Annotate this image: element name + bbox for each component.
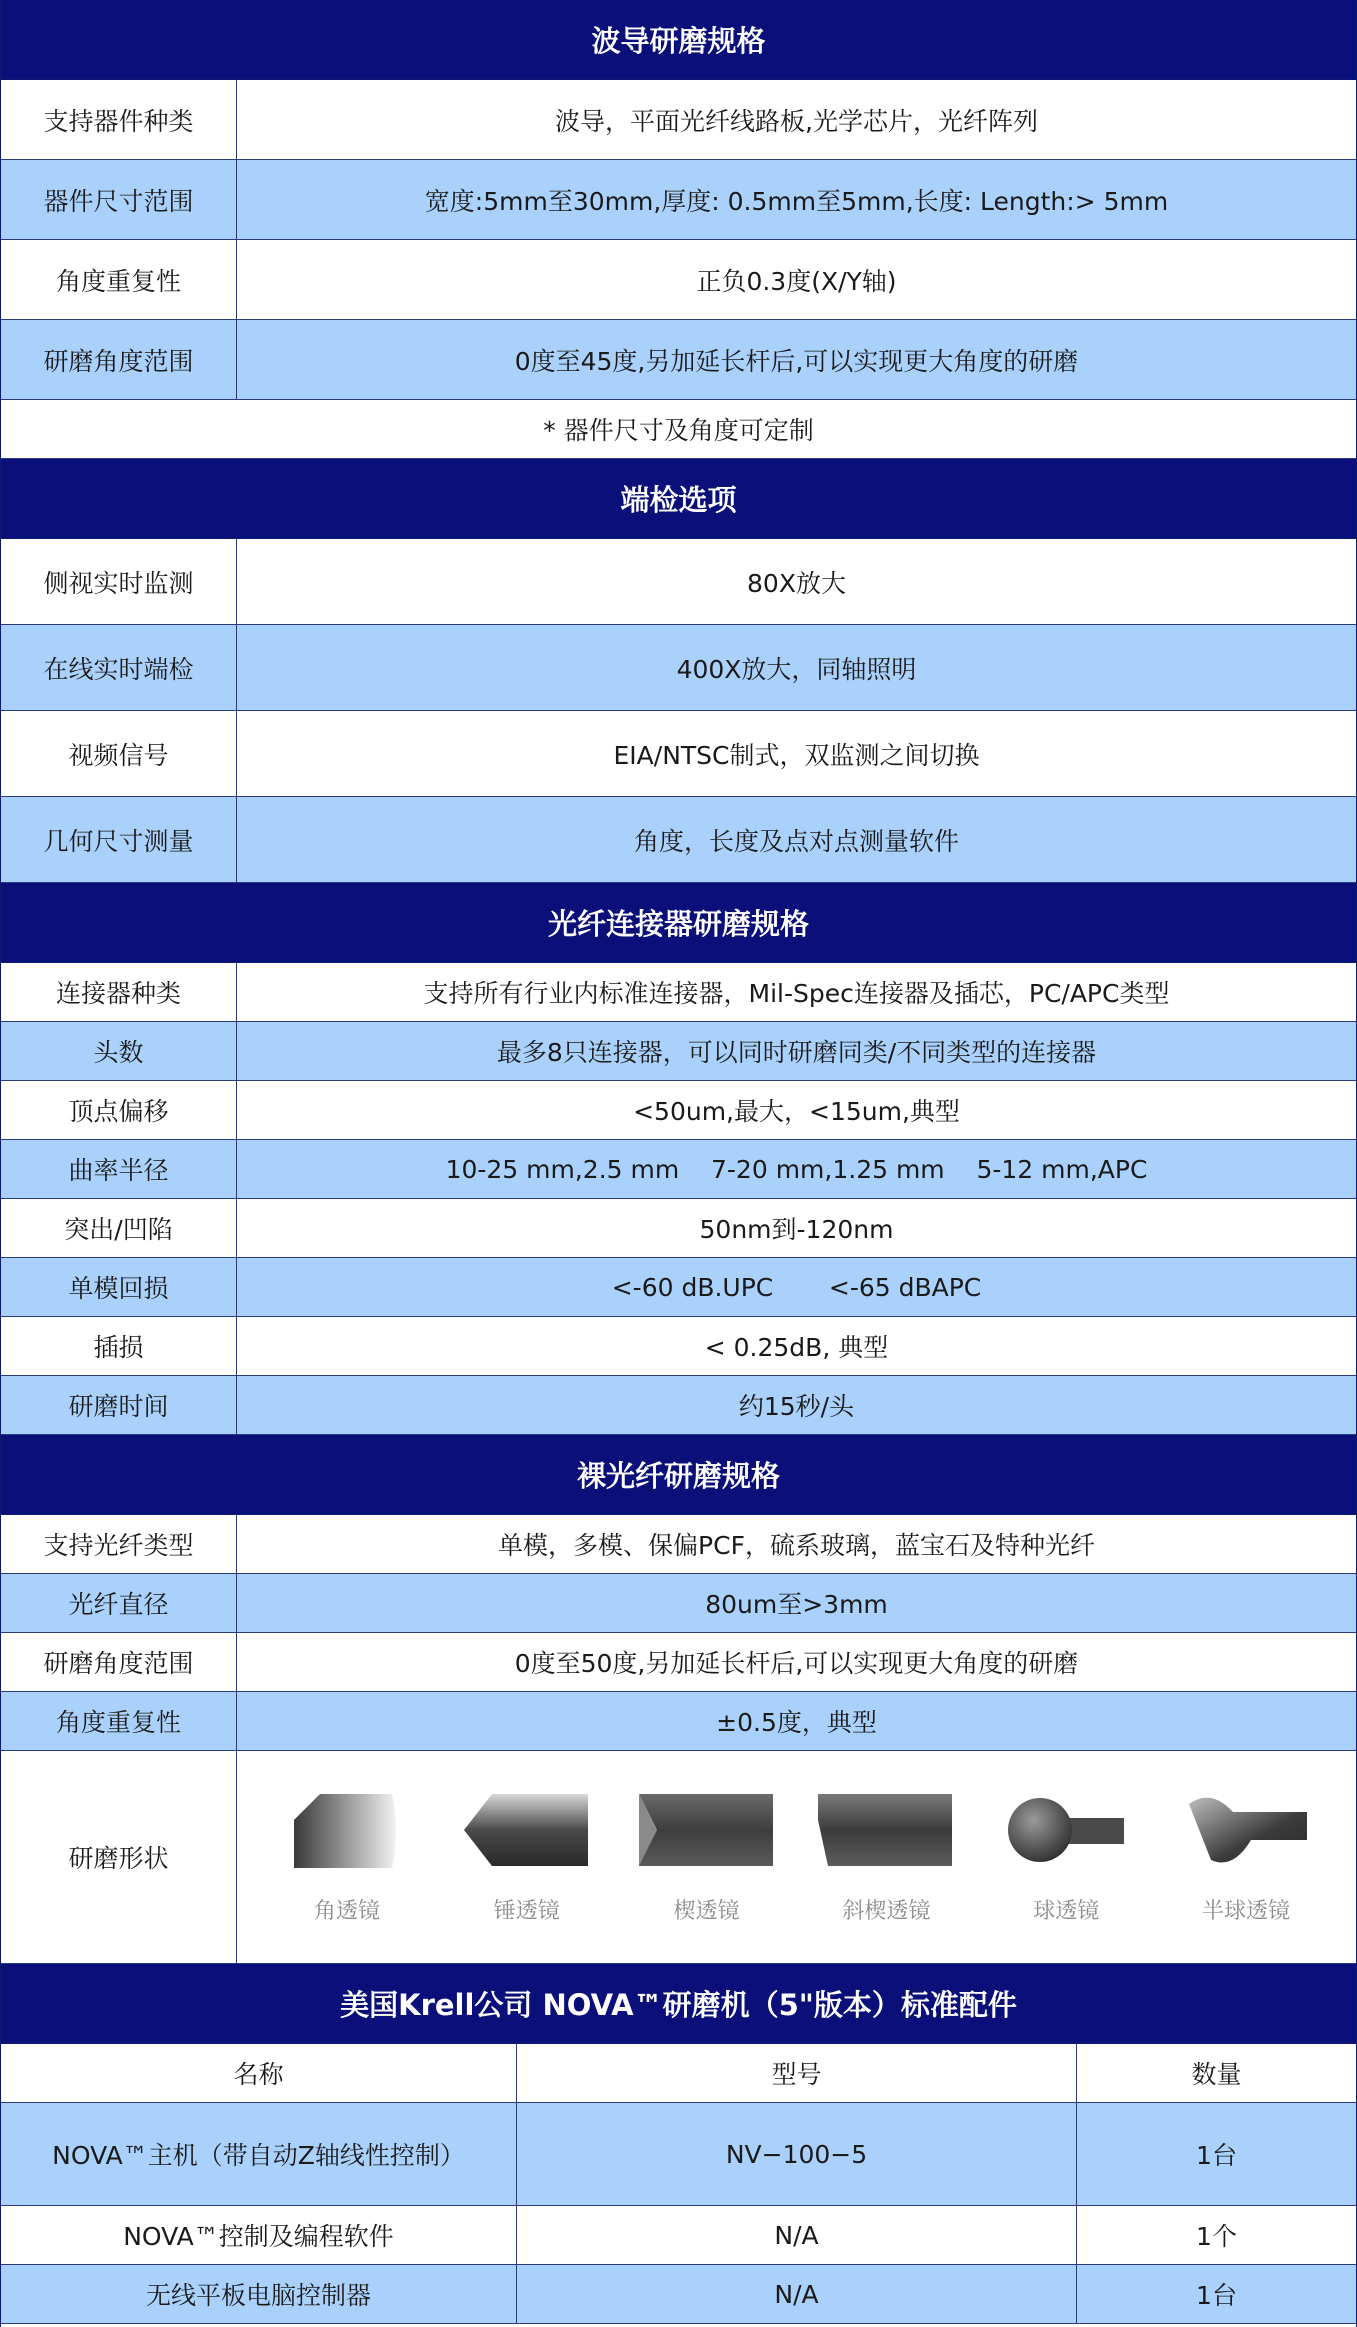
row-value: 正负0.3度(X/Y轴) — [696, 266, 897, 296]
angle-lens-icon — [292, 1790, 402, 1870]
shape-item — [262, 1790, 432, 1925]
table-row — [1, 240, 1356, 320]
row-value: EIA/NTSC制式，双监测之间切换 — [613, 740, 980, 770]
row-value: 波导，平面光纤线路板,光学芯片，光纤阵列 — [555, 106, 1038, 136]
wedge-lens-icon — [637, 1790, 777, 1870]
row-value: 50nm到-120nm — [699, 1215, 894, 1244]
row-value: 角度，长度及点对点测量软件 — [633, 826, 959, 856]
table-row — [1, 1633, 1356, 1692]
item-model: N/A — [517, 2206, 1077, 2264]
row-value: <50um,最大，<15um,典型 — [633, 1097, 960, 1126]
section-title-inspection: 端检选项 — [1, 459, 1356, 539]
shape-item — [981, 1790, 1151, 1925]
table-row — [1, 2103, 1356, 2206]
shape-label: 斜楔透镜 — [842, 1898, 931, 1924]
column-header: 数量 — [1191, 2060, 1242, 2089]
row-value: 约15秒/头 — [738, 1392, 855, 1421]
row-value: 0度至45度,另加延长杆后,可以实现更大角度的研磨 — [514, 346, 1079, 376]
table-row — [1, 1199, 1356, 1258]
shape-label: 楔透镜 — [673, 1898, 740, 1924]
column-header: 名称 — [1, 2044, 517, 2102]
row-label: 视频信号 — [1, 711, 237, 796]
table-row — [1, 539, 1356, 625]
table-row — [1, 625, 1356, 711]
item-qty: 1个 — [1196, 2222, 1237, 2251]
table-row — [1, 1317, 1356, 1376]
hemisphere-lens-icon — [1181, 1790, 1311, 1870]
shape-label: 球透镜 — [1033, 1898, 1100, 1924]
row-value: < 0.25dB, 典型 — [704, 1333, 889, 1362]
column-header: 型号 — [517, 2044, 1077, 2102]
shape-label: 半球透镜 — [1202, 1898, 1291, 1924]
row-value: 支持所有行业内标准连接器，Mil-Spec连接器及插芯，PC/APC类型 — [423, 979, 1170, 1008]
table-row — [1, 320, 1356, 400]
item-qty: 1台 — [1196, 2141, 1237, 2170]
row-label: 单模回损 — [1, 1258, 237, 1316]
row-label: 曲率半径 — [1, 1140, 237, 1198]
row-label: 侧视实时监测 — [1, 539, 237, 624]
row-label: 研磨角度范围 — [1, 1633, 237, 1691]
row-value: 10-25 mm,2.5 mm 7-20 mm,1.25 mm 5-12 mm,APC — [445, 1154, 1148, 1184]
row-label: 研磨形状 — [1, 1751, 237, 1963]
item-qty: 1台 — [1196, 2281, 1237, 2310]
row-label: 研磨角度范围 — [1, 320, 237, 399]
row-value: 最多8只连接器，可以同时研磨同类/不同类型的连接器 — [496, 1038, 1097, 1067]
table-row — [1, 1258, 1356, 1317]
shape-label: 角透镜 — [313, 1898, 380, 1924]
table-row — [1, 1022, 1356, 1081]
row-label: 角度重复性 — [1, 240, 237, 319]
row-label: 几何尺寸测量 — [1, 797, 237, 882]
row-value: 0度至50度,另加延长杆后,可以实现更大角度的研磨 — [514, 1649, 1079, 1678]
table-row — [1, 160, 1356, 240]
row-value: ±0.5度，典型 — [716, 1708, 877, 1737]
row-label: 在线实时端检 — [1, 625, 237, 710]
shape-gallery — [237, 1751, 1356, 1963]
table-row — [1, 711, 1356, 797]
row-label: 光纤直径 — [1, 1574, 237, 1632]
shape-item — [622, 1790, 792, 1925]
section-title-connector: 光纤连接器研磨规格 — [1, 883, 1356, 963]
table-row — [1, 797, 1356, 883]
row-value: 单模，多模、保偏PCF，硫系玻璃，蓝宝石及特种光纤 — [498, 1531, 1095, 1560]
table-row — [1, 963, 1356, 1022]
table-header-row — [1, 2044, 1356, 2103]
table-row — [1, 1515, 1356, 1574]
row-label: 支持器件种类 — [1, 80, 237, 159]
section-title-bare-fiber: 裸光纤研磨规格 — [1, 1435, 1356, 1515]
table-row — [1, 2265, 1356, 2324]
row-label: 头数 — [1, 1022, 237, 1080]
table-row — [1, 2206, 1356, 2265]
row-value: 80um至>3mm — [705, 1590, 888, 1619]
row-label: 支持光纤类型 — [1, 1515, 237, 1573]
shape-item — [442, 1790, 612, 1925]
row-value: <-60 dB.UPC <-65 dBAPC — [611, 1272, 982, 1302]
table-row — [1, 1376, 1356, 1435]
shape-item — [1161, 1790, 1331, 1925]
oblique-wedge-lens-icon — [816, 1790, 956, 1870]
row-label: 顶点偏移 — [1, 1081, 237, 1139]
customization-note: * 器件尺寸及角度可定制 — [1, 400, 1356, 459]
ball-lens-icon — [1006, 1790, 1126, 1870]
item-name: 无线平板电脑控制器 — [1, 2265, 517, 2323]
item-model: N/A — [517, 2265, 1077, 2323]
row-label: 角度重复性 — [1, 1692, 237, 1750]
table-row — [1, 1574, 1356, 1633]
row-label: 连接器种类 — [1, 963, 237, 1021]
table-row — [1, 1140, 1356, 1199]
row-label: 插损 — [1, 1317, 237, 1375]
row-value: 400X放大，同轴照明 — [676, 654, 917, 684]
table-row — [1, 80, 1356, 160]
item-name: NOVA™控制及编程软件 — [1, 2206, 517, 2264]
item-name: NOVA™主机（带自动Z轴线性控制） — [1, 2103, 517, 2205]
row-label: 研磨时间 — [1, 1376, 237, 1434]
table-row — [1, 1081, 1356, 1140]
row-label: 突出/凹陷 — [1, 1199, 237, 1257]
row-label: 器件尺寸范围 — [1, 160, 237, 239]
item-model: NV−100−5 — [517, 2103, 1077, 2205]
row-value: 宽度:5mm至30mm,厚度: 0.5mm至5mm,长度: Length:> 5mm — [424, 186, 1169, 216]
section-title-waveguide: 波导研磨规格 — [1, 0, 1356, 80]
section-title-accessories: 美国Krell公司 NOVA™研磨机（5"版本）标准配件 — [1, 1964, 1356, 2044]
polishing-shapes-row — [1, 1751, 1356, 1964]
shape-item — [801, 1790, 971, 1925]
hammer-lens-icon — [462, 1790, 592, 1870]
table-row — [1, 1692, 1356, 1751]
shape-label: 锤透镜 — [493, 1898, 560, 1924]
row-value: 80X放大 — [747, 568, 846, 598]
